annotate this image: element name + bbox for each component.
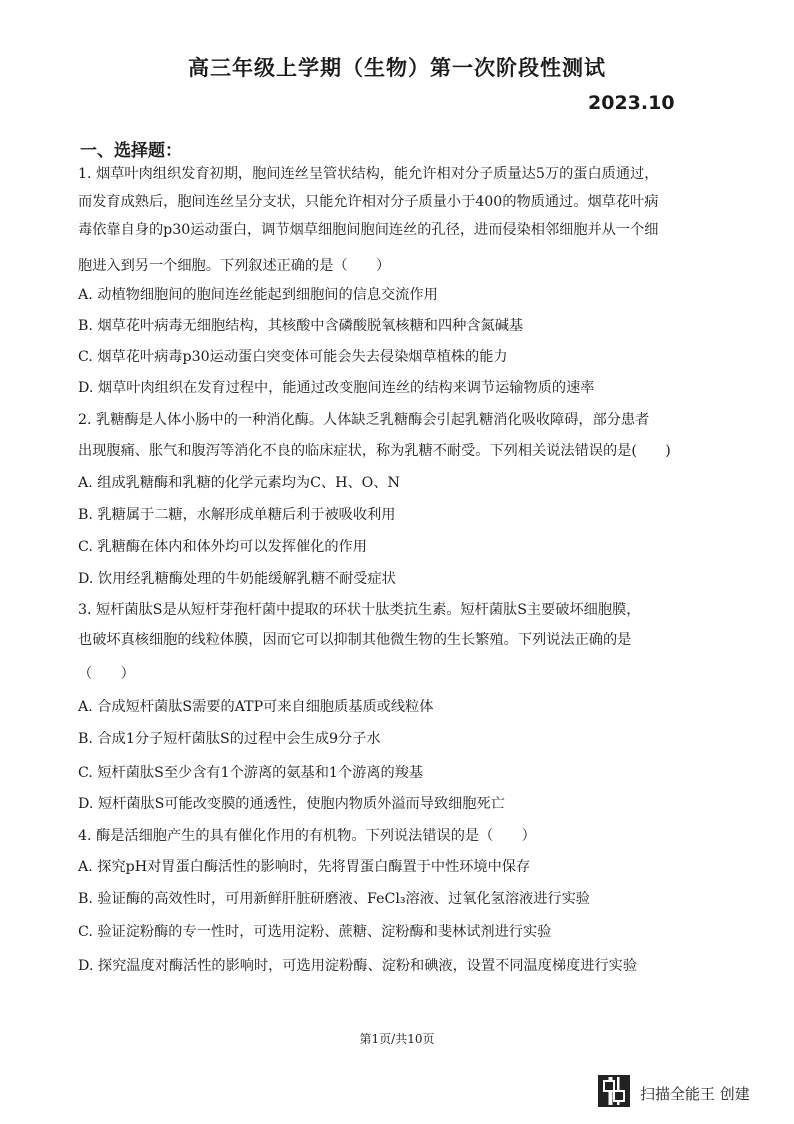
qr-code-icon [598, 1075, 630, 1107]
question-line: 毒依靠自身的p30运动蛋白，调节烟草细胞间胞间连丝的孔径，进而侵染相邻细胞并从一个细 [78, 222, 659, 238]
question-line: （ ） [78, 666, 135, 682]
page-number: 第1页/共10页 [359, 1032, 435, 1046]
question-line: 2. 乳糖酶是人体小肠中的一种消化酶。人体缺乏乳糖酶会引起乳糖消化吸收障碍，部分患者 [78, 412, 650, 428]
option-line: C. 短杆菌肽S至少含有1个游离的氨基和1个游离的羧基 [78, 765, 424, 781]
option-line: A. 组成乳糖酶和乳糖的化学元素均为C、H、O、N [78, 475, 400, 491]
option-line: B. 验证酶的高效性时，可用新鲜肝脏研磨液、FeCl₃溶液、过氧化氢溶液进行实验 [78, 891, 590, 907]
section-heading: 一、选择题： [80, 141, 182, 161]
option-line: A. 动植物细胞间的胞间连丝能起到细胞间的信息交流作用 [78, 287, 438, 303]
question-line: 3. 短杆菌肽S是从短杆芽孢杆菌中提取的环状十肽类抗生素。短杆菌肽S主要破坏细胞膜， [78, 602, 641, 618]
option-line: A. 合成短杆菌肽S需要的ATP可来自细胞质基质或线粒体 [78, 699, 434, 715]
question-line: 1. 烟草叶肉组织发育初期，胞间连丝呈管状结构，能允许相对分子质量达5万的蛋白质通过， [78, 166, 659, 182]
question-line: 出现腹痛、胀气和腹泻等消化不良的临床症状，称为乳糖不耐受。下列相关说法错误的是( ) [78, 443, 671, 459]
option-line: B. 乳糖属于二糖，水解形成单糖后利于被吸收利用 [78, 507, 396, 523]
option-line: A. 探究pH对胃蛋白酶活性的影响时，先将胃蛋白酶置于中性环境中保存 [78, 859, 531, 875]
question-line: 也破坏真核细胞的线粒体膜，因而它可以抑制其他微生物的生长繁殖。下列说法正确的是 [78, 632, 632, 648]
option-line: D. 饮用经乳糖酶处理的牛奶能缓解乳糖不耐受症状 [78, 571, 396, 587]
question-line: 胞进入到另一个细胞。下列叙述正确的是（ ） [78, 258, 391, 274]
option-line: D. 探究温度对酶活性的影响时，可选用淀粉酶、淀粉和碘液，设置不同温度梯度进行实验 [78, 958, 638, 974]
option-line: D. 短杆菌肽S可能改变膜的通透性，使胞内物质外溢而导致细胞死亡 [78, 796, 505, 812]
question-line: 4. 酶是活细胞产生的具有催化作用的有机物。下列说法错误的是（ ） [78, 828, 536, 844]
option-line: B. 合成1分子短杆菌肽S的过程中会生成9分子水 [78, 731, 381, 747]
option-line: C. 验证淀粉酶的专一性时，可选用淀粉、蔗糖、淀粉酶和斐林试剂进行实验 [78, 924, 552, 940]
option-line: C. 烟草花叶病毒p30运动蛋白突变体可能会失去侵染烟草植株的能力 [78, 349, 508, 365]
exam-title: 高三年级上学期（生物）第一次阶段性测试 [188, 56, 606, 80]
scanner-watermark: 扫描全能王 创建 [640, 1085, 750, 1103]
option-line: B. 烟草花叶病毒无细胞结构，其核酸中含磷酸脱氧核糖和四种含氮碱基 [78, 318, 524, 334]
option-line: D. 烟草叶肉组织在发育过程中，能通过改变胞间连丝的结构来调节运输物质的速率 [78, 380, 595, 396]
exam-date: 2023.10 [588, 92, 675, 114]
option-line: C. 乳糖酶在体内和体外均可以发挥催化的作用 [78, 539, 367, 555]
question-line: 而发育成熟后，胞间连丝呈分支状，只能允许相对分子质量小于400的物质通过。烟草花叶病 [78, 194, 659, 210]
